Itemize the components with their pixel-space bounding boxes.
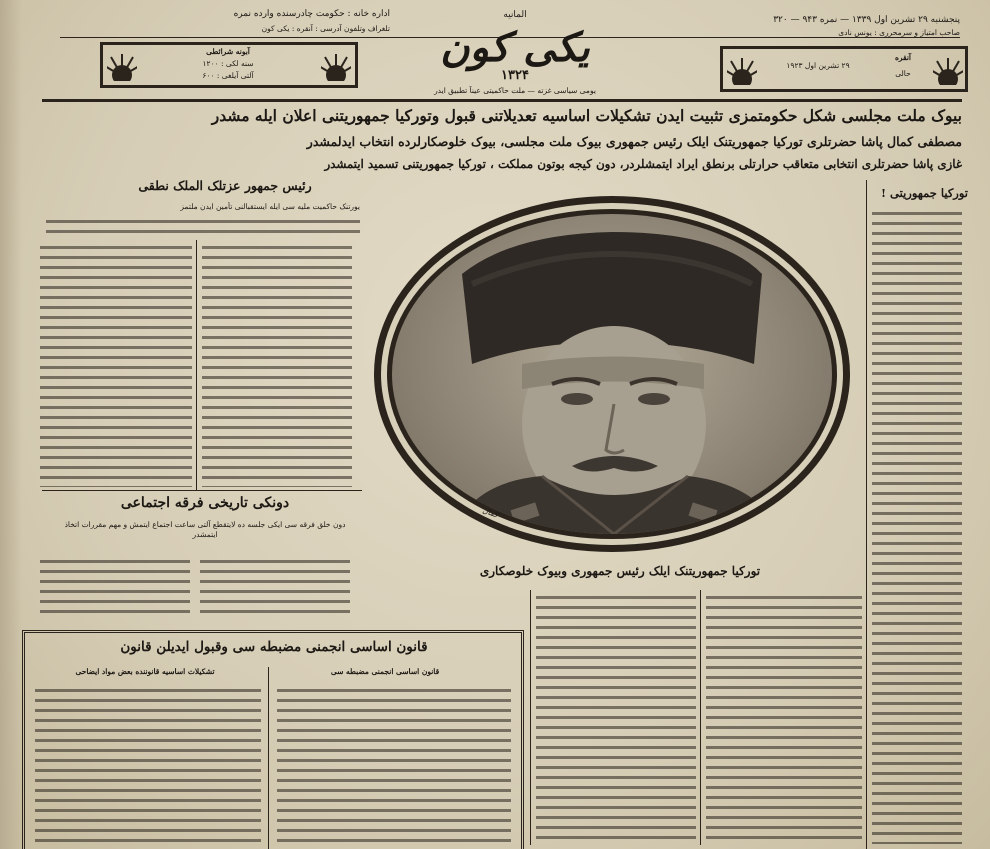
- column-rule: [530, 590, 531, 845]
- body-text-block: [200, 556, 350, 618]
- portrait-caption: تورکیا جمهوریتنک ایلک رئیس جمهوری وبیوک خلوصکاری: [479, 564, 761, 578]
- headline-third: غازی پاشا حضرتلری انتخابی متعاقب حرارتلی برنطق ایراد ایتمشلردر، دون کیجه بوتون مملکت ، تورکیا جمهوریتنی تسمید ایتمشدر: [324, 157, 962, 171]
- law-box-right-subtitle: قانون اساسی انجمنی مضبطه سی: [330, 667, 440, 676]
- masthead-rule: [42, 99, 962, 102]
- law-box-left-subtitle: تشکیلات اساسیه قانوننده بعض مواد ایضاحی: [75, 667, 215, 676]
- right-column-title: تورکیا جمهوریتی !: [880, 186, 968, 200]
- body-text-block: [706, 592, 862, 846]
- masthead-title: یکی کون: [440, 24, 590, 71]
- sun-emblem-icon: [321, 51, 351, 81]
- subscription-yearly: سنه لکی : ۱۲۰۰: [202, 59, 254, 68]
- right-date-box: [720, 46, 968, 92]
- constitution-law-box: [22, 630, 524, 849]
- body-text-block: [40, 556, 190, 618]
- masthead-top-label: آلمانیه: [503, 10, 527, 20]
- left-subscription-box: [100, 42, 358, 88]
- portrait-signature: کمال: [481, 505, 500, 520]
- sun-emblem-icon: [933, 55, 963, 85]
- sun-emblem-icon: [107, 51, 137, 81]
- body-text-block: [46, 216, 360, 236]
- date-box-date: ۲۹ تشرین اول ۱۹۲۳: [786, 61, 850, 70]
- right-header-editor: صاحب امتیاز و سرمحرری : یونس نادی: [838, 28, 960, 37]
- section-rule: [42, 490, 362, 491]
- subscription-title: آبونه شرائطی: [206, 47, 250, 56]
- page-edge-shadow: [0, 0, 22, 849]
- date-box-status: حالی: [895, 69, 911, 78]
- left-header-address: اداره خانه : حکومت چادرسنده وارده نمره: [233, 9, 390, 19]
- portrait-photo: [392, 214, 832, 534]
- column-rule: [866, 180, 867, 849]
- body-text-block: [202, 242, 352, 487]
- speech-intro: یورتنک حاکمیت ملیه سی ایله ایستقبالنی تأمین ایدن ملتمز: [180, 202, 360, 211]
- sun-emblem-icon: [727, 55, 757, 85]
- masthead-tagline: یومی سیاسی غزته — ملت حاکمیتی عیناً تطبیق ایدر: [434, 86, 596, 95]
- date-box-city: آنقره: [894, 53, 912, 62]
- portrait-figure: [392, 214, 832, 534]
- headline-speech-title: رئیس جمهور عزتلک الملک نطقی: [138, 178, 312, 193]
- subscription-halfyear: آلتی آیلغی : ۶۰۰: [202, 71, 254, 80]
- masthead-year: ۱۳۲۴: [501, 68, 529, 83]
- headline-second: مصطفی کمال پاشا حضرتلری تورکیا جمهوریتنک ایلک رئیس جمهوری بیوک ملت مجلسی، بیوک خلوصکارلرده انتخاب ایدلمشدر: [306, 134, 962, 149]
- body-text-block: [872, 208, 962, 844]
- party-meeting-title: دونکی تاریخی فرقه اجتماعی: [120, 495, 290, 511]
- column-rule: [700, 590, 701, 845]
- party-meeting-subtitle: دون خلق فرقه سی ایکی جلسه ده لایتقطع آلتی ساعت اجتماع ایتمش و مهم مقررات اتخاذ ایتمشدر: [64, 520, 346, 539]
- body-text-block: [40, 242, 192, 487]
- right-header-date: پنجشنبه ۲۹ تشرین اول ۱۳۳۹ — نمره ۹۴۳ — ۳۲۰: [773, 15, 960, 25]
- left-header-telegraph: تلغراف وتلفون آدرسی : آنقره : یکی کون: [261, 24, 390, 33]
- law-box-title: قانون اساسی انجمنی مضبطه سی وقبول ایدیلن قانون: [120, 639, 428, 655]
- body-text-block: [536, 592, 696, 846]
- column-rule: [196, 240, 197, 490]
- body-text-block: [35, 685, 261, 847]
- body-text-block: [277, 685, 511, 847]
- headline-main: بیوک ملت مجلسی شکل حکومتمزی تثبیت ایدن تشکیلات اساسیه تعدیلاتنی قبول وتورکیا جمهوریتنی اعلان ایله مشدر: [211, 106, 962, 125]
